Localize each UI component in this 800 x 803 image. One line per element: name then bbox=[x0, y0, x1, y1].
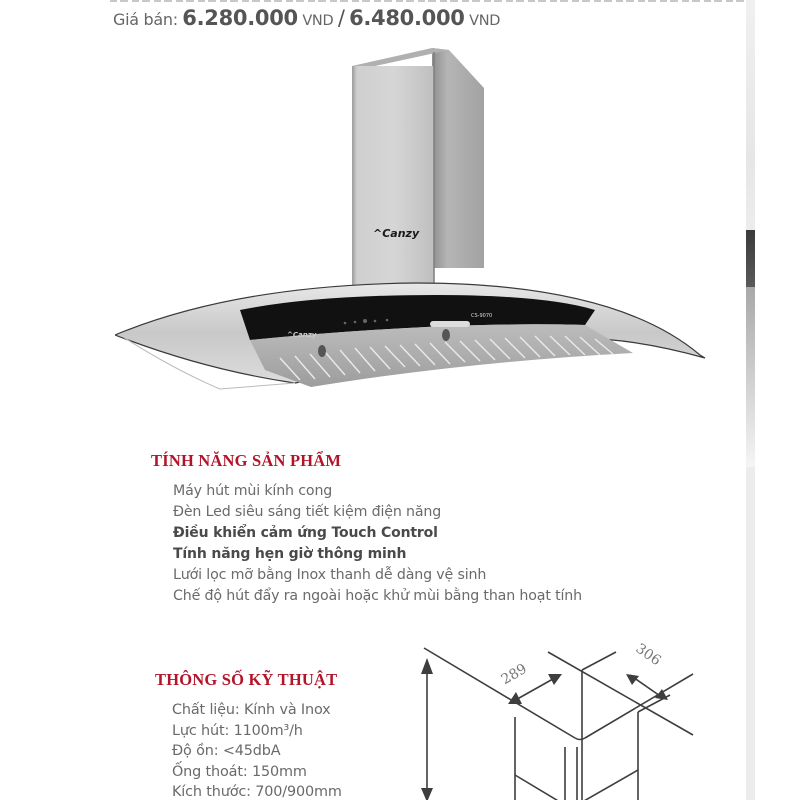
features-list bbox=[173, 481, 582, 607]
price-unit: VND bbox=[469, 13, 501, 29]
spec-item: Ống thoát: 150mm bbox=[172, 763, 307, 780]
clipped-text-line bbox=[110, 0, 746, 2]
spec-item: Kích thước: 700/900mm bbox=[172, 784, 342, 800]
feature-item: Lưới lọc mỡ bằng Inox thanh dễ dàng vệ sinh bbox=[173, 567, 487, 583]
brand-logo: ^Canzy bbox=[373, 227, 420, 240]
price-label: Giá bán: bbox=[113, 10, 178, 29]
page-edge-strip bbox=[746, 0, 755, 800]
feature-item: Điều khiển cảm ứng Touch Control bbox=[173, 525, 438, 541]
feature-item: Tính năng hẹn giờ thông minh bbox=[173, 546, 407, 562]
panel-model-label: CS-9070 bbox=[471, 313, 493, 319]
range-hood-image bbox=[115, 40, 735, 430]
feature-item: Máy hút mùi kính cong bbox=[173, 483, 333, 499]
spec-item: Độ ồn: <45dbA bbox=[172, 743, 281, 759]
features-heading: TÍNH NĂNG SẢN PHẨM bbox=[151, 451, 342, 470]
price-unit: VND bbox=[302, 13, 334, 29]
spec-item: Lực hút: 1100m³/h bbox=[172, 722, 303, 739]
price-700: 6.280.000 bbox=[182, 6, 298, 30]
price-line bbox=[113, 6, 500, 30]
price-900: 6.480.000 bbox=[349, 6, 465, 30]
price-separator: / bbox=[337, 6, 345, 30]
dimension-depth-label: 306 bbox=[632, 640, 664, 670]
panel-brand-logo: ^Canzy bbox=[287, 331, 317, 339]
feature-item: Đèn Led siêu sáng tiết kiệm điện năng bbox=[173, 504, 442, 520]
specs-list bbox=[172, 700, 342, 803]
dimension-width-label: 289 bbox=[498, 660, 530, 689]
feature-item: Chế độ hút đẩy ra ngoài hoặc khử mùi bằng than hoạt tính bbox=[173, 588, 582, 604]
dimension-diagram bbox=[410, 630, 710, 800]
spec-item: Chất liệu: Kính và Inox bbox=[172, 702, 331, 718]
specs-heading: THÔNG SỐ KỸ THUẬT bbox=[155, 670, 338, 689]
